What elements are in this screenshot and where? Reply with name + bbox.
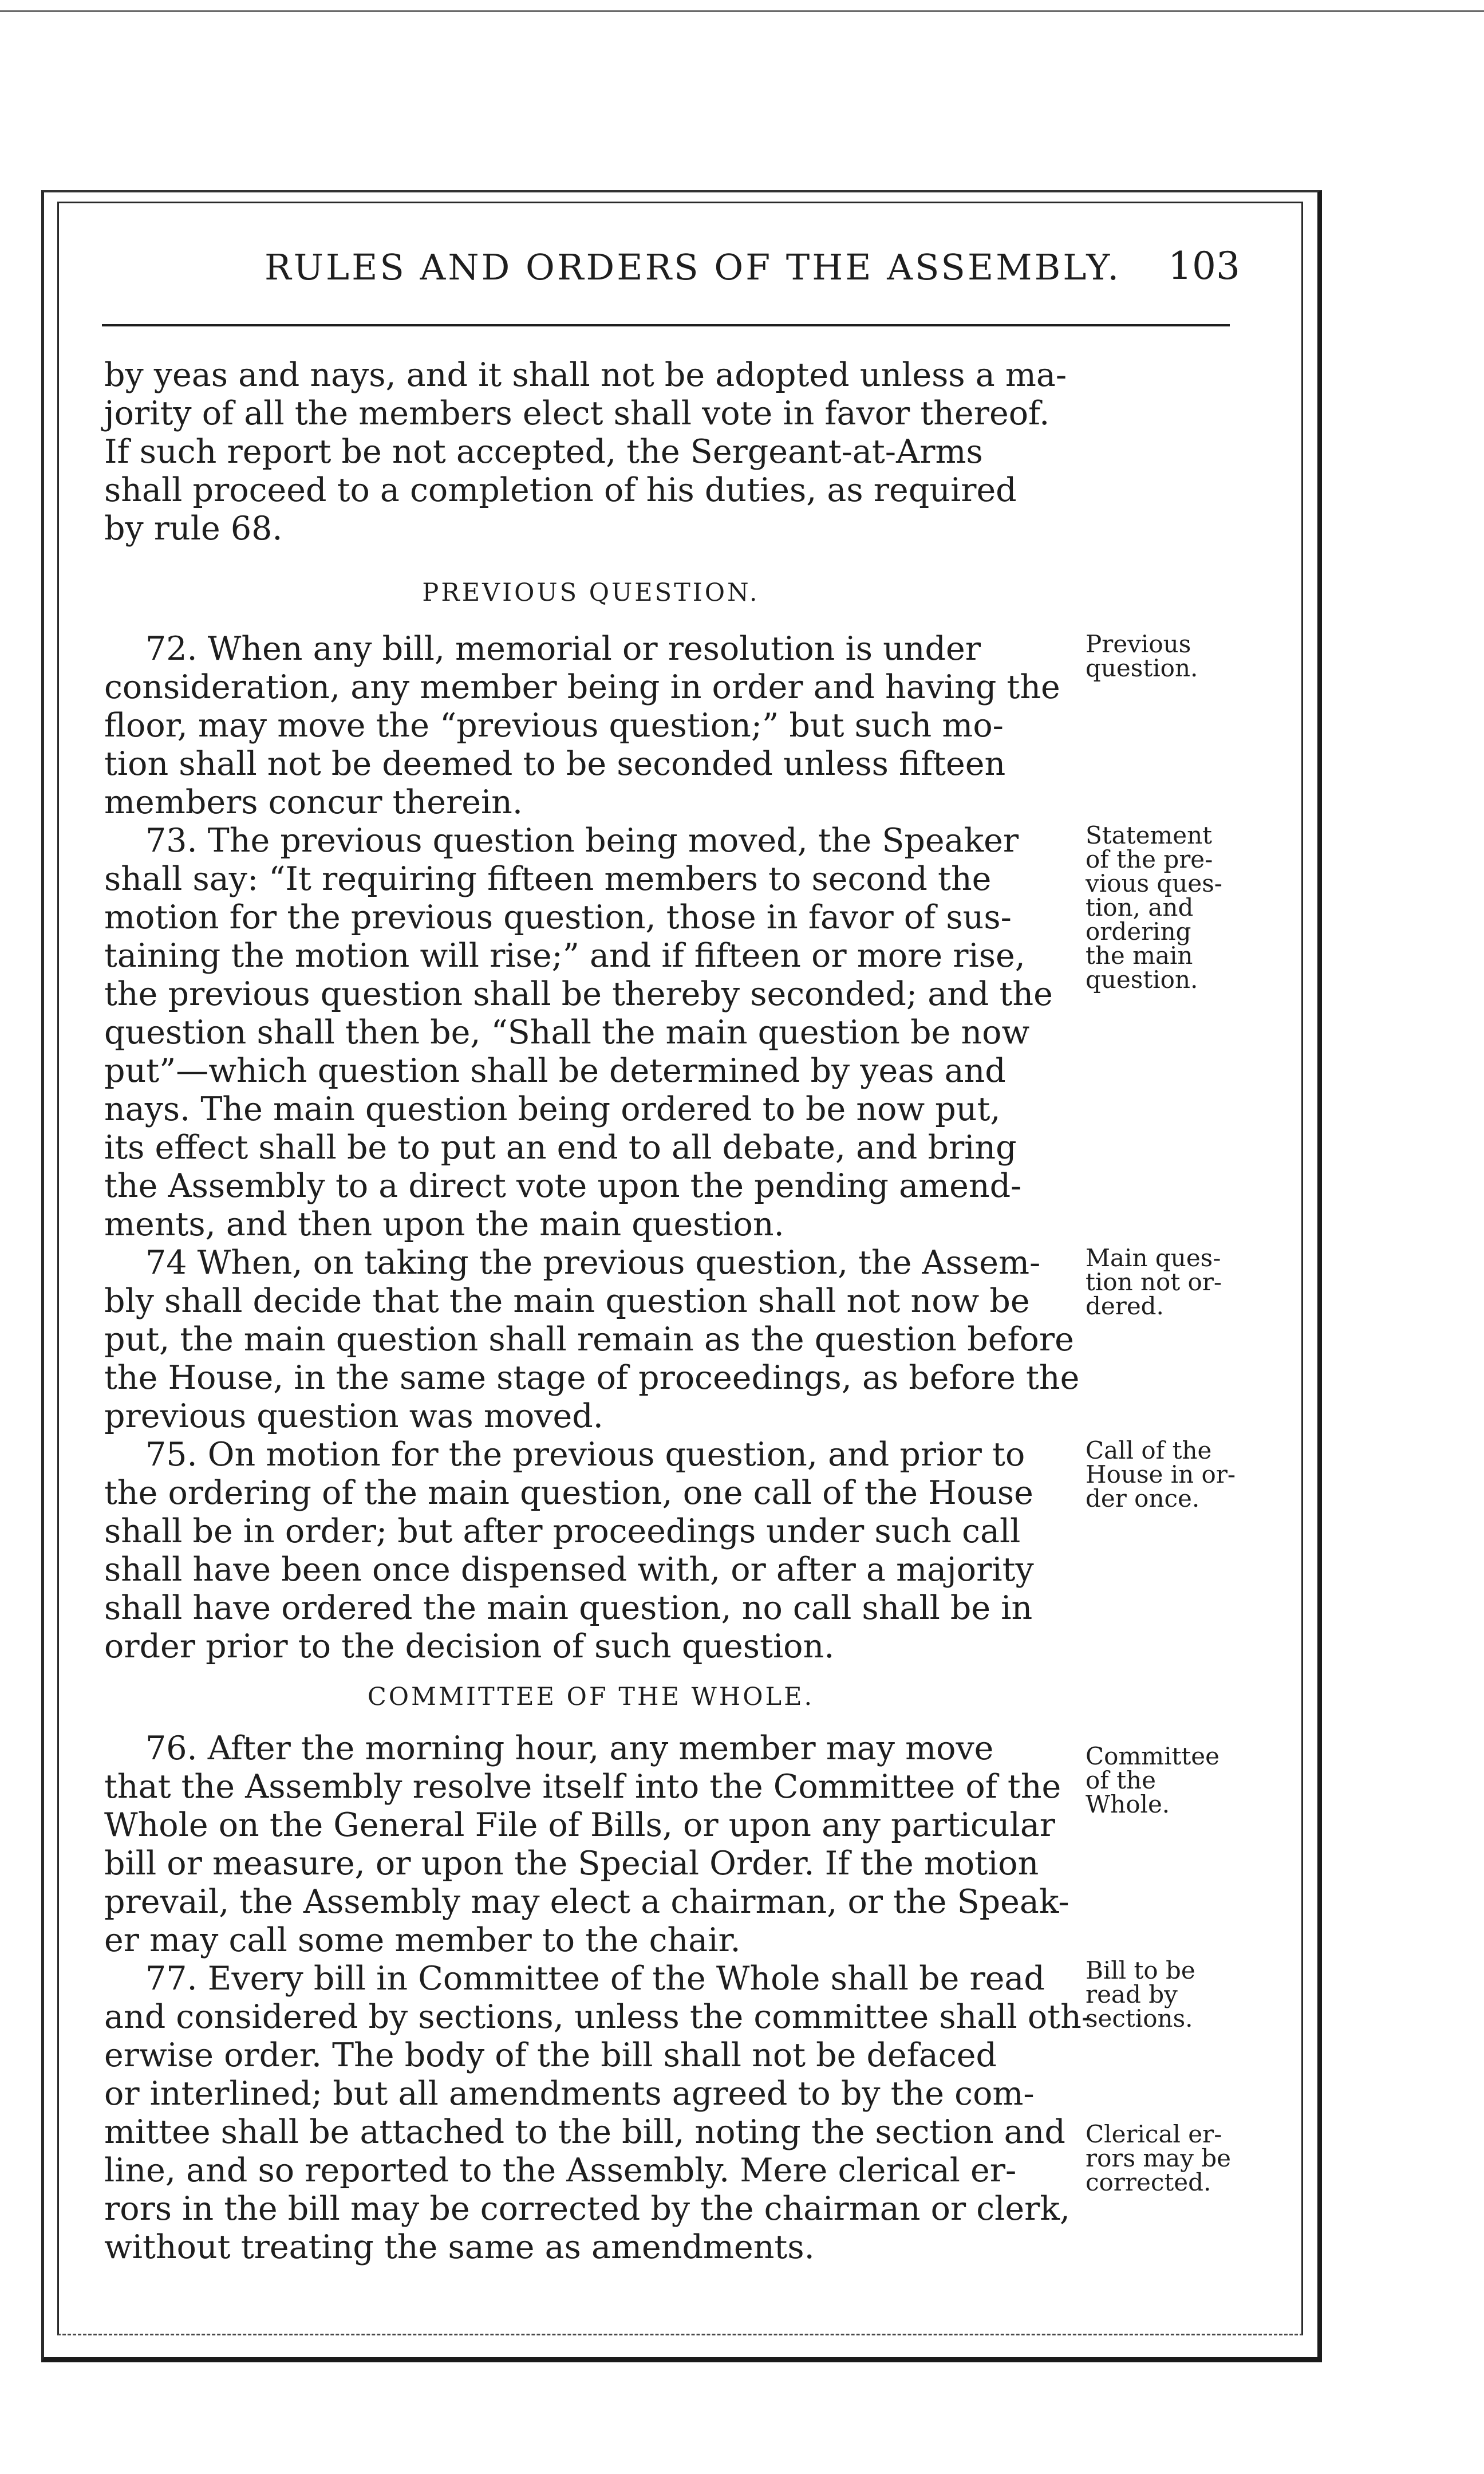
page-number: 103 <box>1168 244 1240 288</box>
margin-note-call-of-house <box>1086 1436 1274 1512</box>
header-rule <box>102 324 1230 326</box>
text-line: shall have been once dispensed with, or after a majority <box>104 1551 1034 1589</box>
text-line: the previous question shall be thereby seconded; and the <box>104 975 1053 1013</box>
text-line: shall proceed to a completion of his duties, as required <box>104 471 1017 509</box>
rule-73-start: 73. The previous question being moved, the Speaker <box>145 822 1019 860</box>
text-line: nays. The main question being ordered to be now put, <box>104 1090 1001 1128</box>
text-line: put”—which question shall be determined by yeas and <box>104 1052 1006 1090</box>
margin-note-clerical-errors <box>1086 2122 1274 2195</box>
text-line: question shall then be, “Shall the main question be now <box>104 1014 1030 1051</box>
paragraph-continuation <box>104 356 1078 548</box>
text-line: If such report be not accepted, the Sergeant-at-Arms <box>104 433 983 471</box>
text-line: the ordering of the main question, one call of the House <box>104 1474 1033 1512</box>
margin-note-line: Call of the <box>1086 1436 1212 1464</box>
text-line: mittee shall be attached to the bill, noting the section and <box>104 2113 1065 2151</box>
rule-76-start: 76. After the morning hour, any member may move <box>145 1730 994 1767</box>
margin-note-line: Bill to be <box>1086 1956 1195 1984</box>
top-edge-rule <box>0 10 1484 12</box>
text-line: the House, in the same stage of proceedings, as before the <box>104 1359 1080 1397</box>
text-line: erwise order. The body of the bill shall not be defaced <box>104 2036 997 2074</box>
text-line: prevail, the Assembly may elect a chairman, or the Speak- <box>104 1883 1069 1921</box>
text-line: shall say: “It requiring fifteen members to second the <box>104 860 992 898</box>
margin-note-line: question. <box>1086 966 1198 994</box>
text-line: put, the main question shall remain as the question before <box>104 1321 1074 1358</box>
text-line: bly shall decide that the main question shall not now be <box>104 1282 1030 1320</box>
text-line: er may call some member to the chair. <box>104 1921 741 1959</box>
margin-note-line: Whole. <box>1086 1790 1170 1818</box>
text-line: taining the motion will rise;” and if fifteen or more rise, <box>104 937 1025 975</box>
margin-note-line: of the pre- <box>1086 845 1213 873</box>
text-line: rors in the bill may be corrected by the chairman or clerk, <box>104 2190 1071 2228</box>
margin-note-line: rors may be <box>1086 2144 1232 2172</box>
margin-note-read-by-sections <box>1086 1956 1274 2032</box>
margin-note-main-not-ordered <box>1086 1246 1274 1318</box>
margin-note-line: the main <box>1086 941 1193 970</box>
text-line: motion for the previous question, those in favor of sus- <box>104 899 1012 936</box>
section-heading-previous-question: PREVIOUS QUESTION. <box>422 578 760 607</box>
running-head: RULES AND ORDERS OF THE ASSEMBLY. <box>265 246 1122 288</box>
text-line: without treating the same as amendments. <box>104 2228 815 2266</box>
margin-note-line: Previous <box>1086 630 1191 658</box>
margin-note-line: corrected. <box>1086 2168 1211 2196</box>
margin-note-line: tion not or- <box>1086 1268 1222 1296</box>
text-line: that the Assembly resolve itself into the Committee of the <box>104 1768 1061 1806</box>
text-line: line, and so reported to the Assembly. Mere clerical er- <box>104 2152 1017 2189</box>
text-line: members concur therein. <box>104 783 523 821</box>
text-line: order prior to the decision of such question. <box>104 1628 835 1665</box>
margin-note-line: der once. <box>1086 1484 1200 1512</box>
margin-note-line: dered. <box>1086 1292 1164 1320</box>
margin-note-committee-whole <box>1086 1744 1274 1817</box>
text-line: jority of all the members elect shall vote in favor thereof. <box>104 395 1050 432</box>
margin-note-statement <box>1086 821 1274 994</box>
rules-76-77 <box>104 1730 1093 2267</box>
margin-note-line: Main ques- <box>1086 1244 1221 1272</box>
margin-note-line: question. <box>1086 654 1198 682</box>
rules-72-75 <box>104 630 1078 1666</box>
rule-75-start: 75. On motion for the previous question, and prior to <box>145 1436 1025 1474</box>
margin-note-line: Committee <box>1086 1742 1219 1770</box>
margin-note-line: sections. <box>1086 2004 1193 2032</box>
rule-74-start: 74 When, on taking the previous question, the Assem- <box>145 1244 1041 1282</box>
margin-note-previous-question <box>1086 632 1274 680</box>
text-line: ments, and then upon the main question. <box>104 1206 784 1243</box>
text-line: bill or measure, or upon the Special Order. If the motion <box>104 1845 1039 1882</box>
text-line: the Assembly to a direct vote upon the pending amend- <box>104 1167 1022 1205</box>
text-line: by yeas and nays, and it shall not be adopted unless a ma- <box>104 356 1067 394</box>
margin-note-line: vious ques- <box>1086 869 1222 897</box>
margin-note-line: Statement <box>1086 821 1213 849</box>
text-line: its effect shall be to put an end to all debate, and bring <box>104 1129 1017 1167</box>
text-line: and considered by sections, unless the committee shall oth- <box>104 1998 1093 2036</box>
margin-note-line: House in or- <box>1086 1460 1236 1488</box>
margin-note-line: read by <box>1086 1980 1178 2008</box>
text-line: or interlined; but all amendments agreed to by the com- <box>104 2075 1035 2113</box>
text-line: consideration, any member being in order and having the <box>104 668 1060 706</box>
margin-note-line: Clerical er- <box>1086 2120 1222 2148</box>
section-heading-committee-whole: COMMITTEE OF THE WHOLE. <box>367 1683 815 1711</box>
text-line: floor, may move the “previous question;” but such mo- <box>104 707 1004 744</box>
margin-note-line: ordering <box>1086 917 1191 946</box>
text-line: tion shall not be deemed to be seconded unless fifteen <box>104 745 1006 783</box>
text-line: by rule 68. <box>104 510 283 547</box>
margin-note-line: tion, and <box>1086 893 1194 921</box>
text-line: Whole on the General File of Bills, or upon any particular <box>104 1806 1056 1844</box>
rule-77-start: 77. Every bill in Committee of the Whole shall be read <box>145 1960 1045 1998</box>
rule-72-start: 72. When any bill, memorial or resolution is under <box>145 630 981 668</box>
text-line: previous question was moved. <box>104 1397 603 1435</box>
margin-note-line: of the <box>1086 1766 1156 1794</box>
text-line: shall be in order; but after proceedings under such call <box>104 1512 1021 1550</box>
text-line: shall have ordered the main question, no call shall be in <box>104 1589 1033 1627</box>
